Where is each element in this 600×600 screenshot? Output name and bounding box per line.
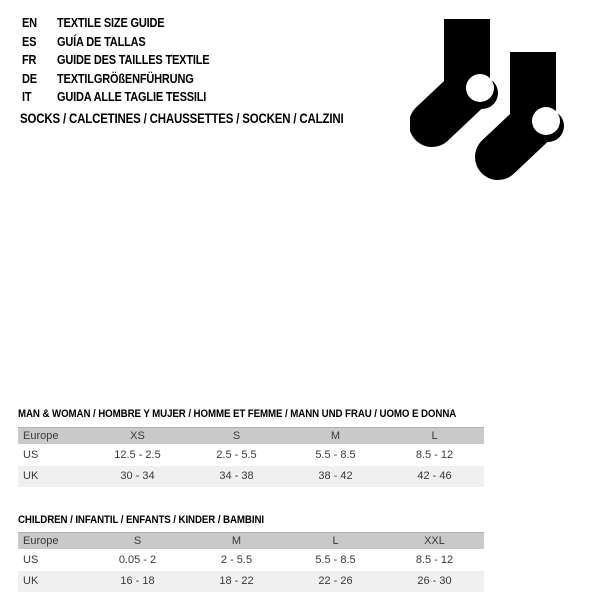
table-title-children: CHILDREN / INFANTIL / ENFANTS / KINDER / BAMBINI	[18, 514, 264, 526]
size-table-man-woman	[18, 427, 484, 487]
size-cell: 34 - 38	[219, 470, 254, 483]
language-row-de	[22, 70, 230, 89]
size-cell: 2.5 - 5.5	[216, 448, 257, 461]
language-list	[22, 14, 230, 107]
size-cell: 0.05 - 2	[118, 553, 157, 566]
language-code: EN	[22, 16, 37, 31]
size-cell: 12.5 - 2.5	[114, 448, 161, 461]
category-title: SOCKS / CALCETINES / CHAUSSETTES / SOCKEN / CALZINI	[20, 111, 344, 126]
size-cell: 26 - 30	[417, 575, 452, 588]
column-header: S	[88, 533, 187, 550]
column-header: M	[187, 533, 286, 550]
size-table-children	[18, 532, 484, 592]
size-cell: 42 - 46	[417, 470, 452, 483]
language-label: TEXTILGRÖßENFÜHRUNG	[57, 71, 194, 86]
table-row-us	[18, 444, 484, 466]
socks-icon	[410, 15, 568, 183]
column-header: Europe	[18, 533, 88, 550]
size-cell: 2 - 5.5	[220, 553, 253, 566]
size-cell: 8.5 - 12	[415, 448, 454, 461]
language-code: IT	[22, 90, 32, 105]
language-row-fr	[22, 51, 230, 70]
table-header-row	[18, 428, 484, 445]
column-header: XS	[88, 428, 187, 445]
table-row-us	[18, 549, 484, 571]
size-cell: 38 - 42	[318, 470, 353, 483]
language-label: GUIDA ALLE TAGLIE TESSILI	[57, 90, 207, 105]
size-cell: 18 - 22	[219, 575, 254, 588]
language-label: GUÍA DE TALLAS	[57, 34, 146, 49]
language-code: ES	[22, 34, 37, 49]
column-header: L	[286, 533, 385, 550]
size-cell: 8.5 - 12	[415, 553, 454, 566]
column-header: M	[286, 428, 385, 445]
size-cell: 5.5 - 8.5	[315, 448, 356, 461]
table-row-uk	[18, 466, 484, 488]
table-title-man-woman: MAN & WOMAN / HOMBRE Y MUJER / HOMME ET FEMME / MANN UND FRAU / UOMO E DONNA	[18, 408, 457, 420]
row-label: UK	[23, 575, 39, 588]
language-code: FR	[22, 53, 37, 68]
language-label: GUIDE DES TAILLES TEXTILE	[57, 53, 210, 68]
size-cell: 5.5 - 8.5	[315, 553, 356, 566]
size-cell: 30 - 34	[120, 470, 155, 483]
column-header: Europe	[18, 428, 88, 445]
table-row-uk	[18, 571, 484, 593]
language-row-en	[22, 14, 230, 33]
size-cell: 22 - 26	[318, 575, 353, 588]
column-header: S	[187, 428, 286, 445]
language-row-es	[22, 33, 230, 52]
language-code: DE	[22, 71, 37, 86]
column-header: L	[385, 428, 484, 445]
row-label: US	[23, 448, 39, 461]
size-cell: 16 - 18	[120, 575, 155, 588]
language-label: TEXTILE SIZE GUIDE	[57, 16, 165, 31]
column-header: XXL	[385, 533, 484, 550]
language-row-it	[22, 88, 230, 107]
row-label: US	[23, 553, 39, 566]
row-label: UK	[23, 470, 39, 483]
table-header-row	[18, 533, 484, 550]
